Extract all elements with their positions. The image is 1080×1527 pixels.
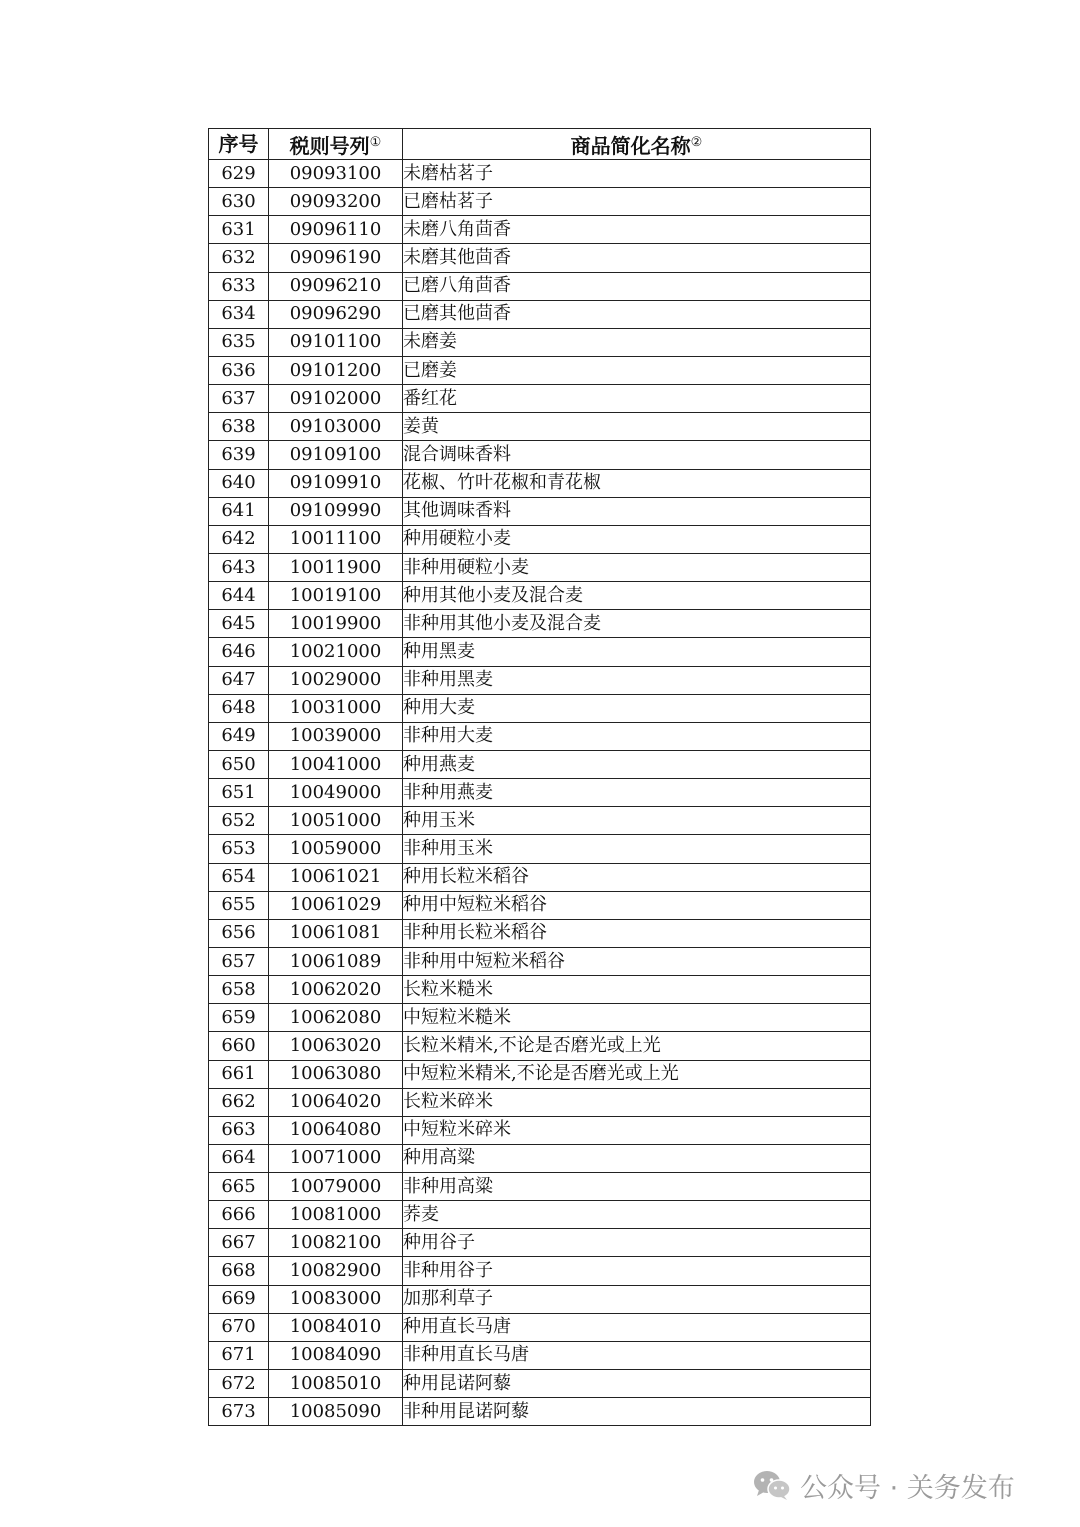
cell-code: 09101100 xyxy=(269,328,403,356)
cell-code: 09096210 xyxy=(269,272,403,300)
tariff-table xyxy=(208,128,871,1426)
table-row xyxy=(209,300,871,328)
cell-name: 非种用谷子 xyxy=(403,1257,871,1285)
cell-seq: 653 xyxy=(209,835,269,863)
table-row xyxy=(209,750,871,778)
cell-name: 未磨枯茗子 xyxy=(403,160,871,188)
cell-seq: 666 xyxy=(209,1201,269,1229)
table-row xyxy=(209,441,871,469)
table-row xyxy=(209,1229,871,1257)
cell-code: 10019100 xyxy=(269,582,403,610)
cell-code: 09109910 xyxy=(269,469,403,497)
cell-seq: 650 xyxy=(209,750,269,778)
footnote-mark-2: ② xyxy=(690,134,703,150)
cell-seq: 654 xyxy=(209,863,269,891)
table-row xyxy=(209,244,871,272)
cell-name: 姜黄 xyxy=(403,413,871,441)
table-row xyxy=(209,1285,871,1313)
cell-name: 种用中短粒米稻谷 xyxy=(403,891,871,919)
cell-seq: 672 xyxy=(209,1370,269,1398)
cell-seq: 642 xyxy=(209,525,269,553)
cell-code: 09102000 xyxy=(269,385,403,413)
cell-name: 未磨其他茴香 xyxy=(403,244,871,272)
cell-name: 非种用硬粒小麦 xyxy=(403,553,871,581)
cell-name: 未磨姜 xyxy=(403,328,871,356)
table-row xyxy=(209,1088,871,1116)
table-row xyxy=(209,1370,871,1398)
tariff-table-container xyxy=(208,128,870,1426)
cell-name: 种用硬粒小麦 xyxy=(403,525,871,553)
cell-name: 非种用大麦 xyxy=(403,722,871,750)
cell-code: 09096110 xyxy=(269,216,403,244)
cell-code: 10085010 xyxy=(269,1370,403,1398)
cell-name: 中短粒米精米,不论是否磨光或上光 xyxy=(403,1060,871,1088)
cell-name: 长粒米糙米 xyxy=(403,976,871,1004)
cell-name: 非种用昆诺阿藜 xyxy=(403,1398,871,1426)
table-row xyxy=(209,553,871,581)
cell-name: 未磨八角茴香 xyxy=(403,216,871,244)
table-row xyxy=(209,272,871,300)
cell-seq: 649 xyxy=(209,722,269,750)
cell-seq: 665 xyxy=(209,1173,269,1201)
cell-code: 10019900 xyxy=(269,610,403,638)
cell-seq: 631 xyxy=(209,216,269,244)
header-seq: 序号 xyxy=(209,129,269,160)
cell-code: 10061081 xyxy=(269,919,403,947)
cell-name: 种用高粱 xyxy=(403,1144,871,1172)
table-row xyxy=(209,610,871,638)
cell-seq: 664 xyxy=(209,1144,269,1172)
cell-seq: 647 xyxy=(209,666,269,694)
cell-code: 09101200 xyxy=(269,356,403,384)
cell-name: 其他调味香料 xyxy=(403,497,871,525)
cell-name: 加那利草子 xyxy=(403,1285,871,1313)
table-row xyxy=(209,216,871,244)
cell-code: 10049000 xyxy=(269,779,403,807)
table-row xyxy=(209,722,871,750)
table-row xyxy=(209,1116,871,1144)
watermark xyxy=(752,1465,1015,1505)
cell-seq: 656 xyxy=(209,919,269,947)
cell-seq: 659 xyxy=(209,1004,269,1032)
cell-name: 非种用长粒米稻谷 xyxy=(403,919,871,947)
cell-seq: 669 xyxy=(209,1285,269,1313)
cell-code: 10083000 xyxy=(269,1285,403,1313)
table-row xyxy=(209,1257,871,1285)
table-row xyxy=(209,666,871,694)
cell-code: 10082900 xyxy=(269,1257,403,1285)
cell-code: 10063020 xyxy=(269,1032,403,1060)
cell-seq: 652 xyxy=(209,807,269,835)
table-row xyxy=(209,1313,871,1341)
cell-name: 非种用黑麦 xyxy=(403,666,871,694)
cell-seq: 657 xyxy=(209,947,269,975)
cell-name: 已磨枯茗子 xyxy=(403,188,871,216)
cell-seq: 637 xyxy=(209,385,269,413)
cell-seq: 641 xyxy=(209,497,269,525)
table-row xyxy=(209,356,871,384)
table-row xyxy=(209,328,871,356)
cell-seq: 635 xyxy=(209,328,269,356)
cell-name: 种用其他小麦及混合麦 xyxy=(403,582,871,610)
cell-name: 中短粒米碎米 xyxy=(403,1116,871,1144)
cell-seq: 639 xyxy=(209,441,269,469)
table-row xyxy=(209,525,871,553)
table-row xyxy=(209,1060,871,1088)
cell-seq: 648 xyxy=(209,694,269,722)
table-row xyxy=(209,1032,871,1060)
table-row xyxy=(209,582,871,610)
cell-seq: 640 xyxy=(209,469,269,497)
cell-code: 10062080 xyxy=(269,1004,403,1032)
cell-name: 种用昆诺阿藜 xyxy=(403,1370,871,1398)
cell-name: 长粒米碎米 xyxy=(403,1088,871,1116)
cell-seq: 673 xyxy=(209,1398,269,1426)
cell-name: 种用黑麦 xyxy=(403,638,871,666)
table-header-row xyxy=(209,129,871,160)
cell-name: 混合调味香料 xyxy=(403,441,871,469)
cell-name: 荞麦 xyxy=(403,1201,871,1229)
cell-code: 10064020 xyxy=(269,1088,403,1116)
cell-seq: 633 xyxy=(209,272,269,300)
cell-code: 09109100 xyxy=(269,441,403,469)
cell-name: 番红花 xyxy=(403,385,871,413)
cell-name: 种用燕麦 xyxy=(403,750,871,778)
cell-seq: 651 xyxy=(209,779,269,807)
cell-name: 种用大麦 xyxy=(403,694,871,722)
cell-code: 09096290 xyxy=(269,300,403,328)
table-row xyxy=(209,1201,871,1229)
cell-code: 09093200 xyxy=(269,188,403,216)
table-body xyxy=(209,160,871,1426)
cell-code: 10062020 xyxy=(269,976,403,1004)
footnote-mark-1: ① xyxy=(369,134,382,150)
table-row xyxy=(209,947,871,975)
cell-seq: 661 xyxy=(209,1060,269,1088)
table-row xyxy=(209,413,871,441)
table-row xyxy=(209,1341,871,1369)
cell-seq: 668 xyxy=(209,1257,269,1285)
table-row xyxy=(209,976,871,1004)
cell-code: 10063080 xyxy=(269,1060,403,1088)
cell-code: 10029000 xyxy=(269,666,403,694)
cell-code: 10082100 xyxy=(269,1229,403,1257)
cell-code: 10011100 xyxy=(269,525,403,553)
cell-name: 已磨姜 xyxy=(403,356,871,384)
cell-code: 10084010 xyxy=(269,1313,403,1341)
cell-code: 09096190 xyxy=(269,244,403,272)
watermark-text: 公众号 · 关务发布 xyxy=(800,1472,1015,1504)
cell-name: 种用谷子 xyxy=(403,1229,871,1257)
table-row xyxy=(209,1144,871,1172)
cell-name: 已磨八角茴香 xyxy=(403,272,871,300)
cell-seq: 646 xyxy=(209,638,269,666)
cell-code: 10039000 xyxy=(269,722,403,750)
table-row xyxy=(209,497,871,525)
cell-code: 09109990 xyxy=(269,497,403,525)
cell-name: 中短粒米糙米 xyxy=(403,1004,871,1032)
table-row xyxy=(209,779,871,807)
cell-code: 10085090 xyxy=(269,1398,403,1426)
cell-code: 10021000 xyxy=(269,638,403,666)
table-row xyxy=(209,638,871,666)
cell-code: 10081000 xyxy=(269,1201,403,1229)
cell-code: 10084090 xyxy=(269,1341,403,1369)
table-row xyxy=(209,1398,871,1426)
cell-name: 长粒米精米,不论是否磨光或上光 xyxy=(403,1032,871,1060)
cell-code: 10064080 xyxy=(269,1116,403,1144)
cell-name: 非种用燕麦 xyxy=(403,779,871,807)
cell-seq: 660 xyxy=(209,1032,269,1060)
table-row xyxy=(209,863,871,891)
cell-seq: 632 xyxy=(209,244,269,272)
cell-seq: 644 xyxy=(209,582,269,610)
cell-seq: 645 xyxy=(209,610,269,638)
cell-code: 10011900 xyxy=(269,553,403,581)
table-row xyxy=(209,891,871,919)
cell-seq: 636 xyxy=(209,356,269,384)
cell-code: 10031000 xyxy=(269,694,403,722)
header-code: 税则号列① xyxy=(269,129,403,160)
cell-code: 10051000 xyxy=(269,807,403,835)
table-row xyxy=(209,385,871,413)
table-row xyxy=(209,1004,871,1032)
cell-name: 非种用高粱 xyxy=(403,1173,871,1201)
table-row xyxy=(209,188,871,216)
table-row xyxy=(209,1173,871,1201)
cell-name: 种用玉米 xyxy=(403,807,871,835)
table-row xyxy=(209,919,871,947)
table-row xyxy=(209,807,871,835)
cell-code: 09103000 xyxy=(269,413,403,441)
header-name: 商品简化名称② xyxy=(403,129,871,160)
cell-seq: 630 xyxy=(209,188,269,216)
cell-code: 10061089 xyxy=(269,947,403,975)
cell-seq: 643 xyxy=(209,553,269,581)
cell-seq: 629 xyxy=(209,160,269,188)
cell-code: 10079000 xyxy=(269,1173,403,1201)
cell-name: 非种用中短粒米稻谷 xyxy=(403,947,871,975)
cell-seq: 638 xyxy=(209,413,269,441)
cell-code: 10071000 xyxy=(269,1144,403,1172)
wechat-icon xyxy=(752,1469,792,1501)
table-row xyxy=(209,694,871,722)
cell-code: 10061021 xyxy=(269,863,403,891)
cell-seq: 670 xyxy=(209,1313,269,1341)
cell-seq: 671 xyxy=(209,1341,269,1369)
cell-seq: 658 xyxy=(209,976,269,1004)
cell-name: 非种用直长马唐 xyxy=(403,1341,871,1369)
cell-seq: 667 xyxy=(209,1229,269,1257)
cell-name: 已磨其他茴香 xyxy=(403,300,871,328)
table-row xyxy=(209,160,871,188)
table-row xyxy=(209,835,871,863)
cell-code: 09093100 xyxy=(269,160,403,188)
cell-name: 种用长粒米稻谷 xyxy=(403,863,871,891)
cell-name: 花椒、竹叶花椒和青花椒 xyxy=(403,469,871,497)
cell-seq: 663 xyxy=(209,1116,269,1144)
cell-code: 10061029 xyxy=(269,891,403,919)
cell-name: 种用直长马唐 xyxy=(403,1313,871,1341)
cell-seq: 655 xyxy=(209,891,269,919)
cell-seq: 662 xyxy=(209,1088,269,1116)
cell-seq: 634 xyxy=(209,300,269,328)
cell-name: 非种用玉米 xyxy=(403,835,871,863)
cell-code: 10041000 xyxy=(269,750,403,778)
table-row xyxy=(209,469,871,497)
cell-name: 非种用其他小麦及混合麦 xyxy=(403,610,871,638)
cell-code: 10059000 xyxy=(269,835,403,863)
